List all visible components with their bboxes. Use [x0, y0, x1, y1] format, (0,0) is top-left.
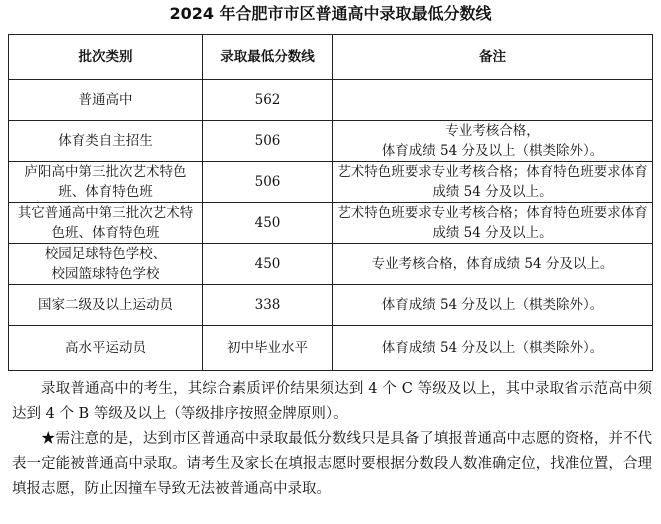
score-cell: 506: [203, 121, 333, 162]
note-cell: 体育成绩 54 分及以上（棋类除外）。: [333, 285, 653, 326]
category-cell: 高水平运动员: [9, 326, 203, 371]
score-cell: 338: [203, 285, 333, 326]
score-cell: 450: [203, 203, 333, 244]
note-cell: 专业考核合格， 体育成绩 54 分及以上（棋类除外）。: [333, 121, 653, 162]
notes-section: [12, 377, 652, 502]
score-cell: 506: [203, 162, 333, 203]
category-cell: 其它普通高中第三批次艺术特色班、体育特色班: [9, 203, 203, 244]
category-cell: 国家二级及以上运动员: [9, 285, 203, 326]
category-cell: 庐阳高中第三批次艺术特色班、体育特色班: [9, 162, 203, 203]
table-row: [9, 162, 653, 203]
category-cell: 普通高中: [9, 80, 203, 121]
table-row: [9, 326, 653, 371]
category-cell: 校园足球特色学校、 校园篮球特色学校: [9, 244, 203, 285]
category-cell: 体育类自主招生: [9, 121, 203, 162]
score-cell: 562: [203, 80, 333, 121]
note-cell: 艺术特色班要求专业考核合格；体育特色班要求体育成绩 54 分及以上。: [333, 162, 653, 203]
score-table: [8, 34, 653, 371]
note-cell: [333, 80, 653, 121]
note-cell: 体育成绩 54 分及以上（棋类除外）。: [333, 326, 653, 371]
header-score: 录取最低分数线: [203, 35, 333, 80]
score-cell: 初中毕业水平: [203, 326, 333, 371]
table-row: [9, 244, 653, 285]
table-row: [9, 80, 653, 121]
table-row: [9, 121, 653, 162]
score-cell: 450: [203, 244, 333, 285]
header-note: 备注: [333, 35, 653, 80]
note-paragraph-warning: ★需注意的是，达到市区普通高中录取最低分数线只是具备了填报普通高中志愿的资格，并不代表一定能被普通高中录取。请考生及家长在填报志愿时要根据分数段人数准确定位，找准位置，合理填报志愿，防止因撞车导致无法被普通高中录取。: [12, 431, 652, 497]
note-cell: 专业考核合格，体育成绩 54 分及以上。: [333, 244, 653, 285]
table-row: [9, 285, 653, 326]
table-row: [9, 203, 653, 244]
page-title: 2024 年合肥市市区普通高中录取最低分数线: [169, 4, 492, 23]
note-cell: 艺术特色班要求专业考核合格；体育特色班要求体育成绩 54 分及以上。: [333, 203, 653, 244]
note-paragraph-grading: 录取普通高中的考生，其综合素质评价结果须达到 4 个 C 等级及以上，其中录取省示范高中须达到 4 个 B 等级及以上（等级排序按照金牌原则）。: [12, 381, 652, 422]
header-category: 批次类别: [9, 35, 203, 80]
table-header-row: [9, 35, 653, 80]
